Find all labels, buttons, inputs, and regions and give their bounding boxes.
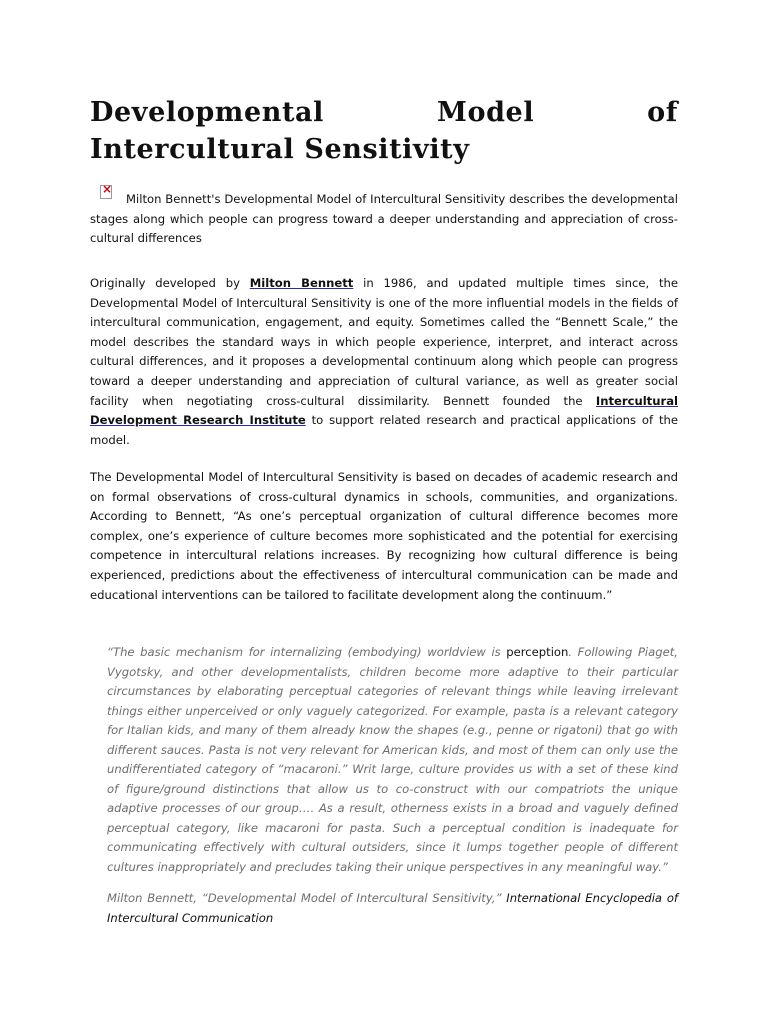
origin-text-middle: in 1986, and updated multiple times since, the Developmental Model of Intercultural Sensitivity is one of the more influential models in the fields of intercultural communication, engagement, and equity. Sometimes called the “Bennett Scale,” the model describes the standard ways in which people experience, interpret, and interact across cultural differences, and it proposes a developmental continuum along which people can progress toward a deeper understanding and appreciation of cultural variance, as well as greater social facility when negotiating cross-cultural dissimilarity. Bennett founded the	[90, 276, 678, 408]
origin-text-start: Originally developed by	[90, 276, 250, 290]
citation-author: Milton Bennett, “Developmental Model of Intercultural Sensitivity,”	[107, 891, 507, 905]
origin-text-end: to support related research and practical applications of the model.	[90, 413, 678, 447]
origin-paragraph	[90, 274, 678, 450]
quote-highlight: perception	[506, 645, 569, 659]
citation-source: International Encyclopedia of Intercultural Communication	[107, 891, 678, 925]
quote-rest: . Following Piaget, Vygotsky, and other developmentalists, children become more adaptive to their particular circumstances by elaborating perceptual categories of relevant things while leaving irrelevant things either unperceived or only vaguely categorized. For example, pasta is a relevant category for Italian kids, and many of them already know the shapes (e.g., penne or rigatoni) that go with different sauces. Pasta is not very relevant for American kids, and most of them can only use the undifferentiated category of “macaroni.” Writ large, culture provides us with a set of these kind of figure/ground distinctions that allow us to co-construct with our compatriots the unique adaptive processes of our group…. As a result, otherness exists in a broad and vaguely defined perceptual category, like macaroni for pasta. Such a perceptual condition is inadequate for communicating effectively with cultural outsiders, since it lumps together people of different cultures inappropriately and precludes taking their unique perspectives in any meaningful way.”	[107, 645, 678, 874]
quote-start: “The basic mechanism for internalizing (embodying) worldview is	[107, 645, 507, 659]
block-quote	[107, 643, 678, 877]
intro-paragraph: Milton Bennett's Developmental Model of Intercultural Sensitivity describes the developmental stages along which people can progress toward a deeper understanding and appreciation of cross-cultural differences	[90, 192, 678, 246]
quote-citation	[107, 889, 678, 928]
milton-bennett-link[interactable]: Milton Bennett	[249, 276, 354, 290]
idri-link[interactable]: Intercultural Development Research Institute	[90, 393, 678, 428]
basis-paragraph: The Developmental Model of Intercultural Sensitivity is based on decades of academic research and on formal observations of cross-cultural dynamics in schools, communities, and organizations. According to Bennett, “As one’s perceptual organization of cultural difference becomes more complex, one’s experience of culture becomes more sophisticated and the potential for exercising competence in intercultural relations increases. By recognizing how cultural difference is being experienced, predictions about the effectiveness of intercultural communication can be made and educational interventions can be tailored to facilitate development along the continuum.”	[90, 470, 678, 602]
page-title: Developmental Model of Intercultural Sensitivity	[90, 97, 678, 165]
